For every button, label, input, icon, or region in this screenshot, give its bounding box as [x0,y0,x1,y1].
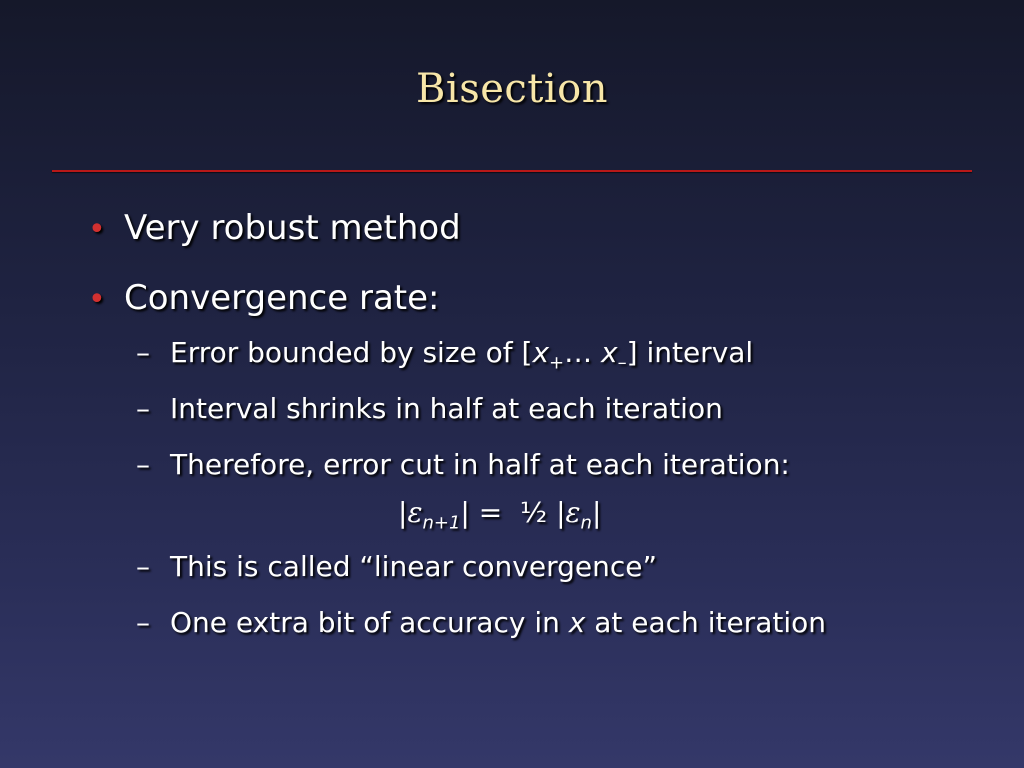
title-divider [52,170,972,172]
bullet-robust [88,208,461,248]
subpoint-post: at each iteration [585,606,826,639]
abs-bar: | [556,496,566,529]
bullet-dot-icon: • [88,282,106,317]
bullet-text: Very robust method [124,208,461,248]
subpoint-text: Therefore, error cut in half at each iteration: [170,448,790,481]
dash-icon: – [136,550,150,583]
dash-icon: – [136,336,150,369]
var-x-minus: x [601,336,618,369]
abs-bar: | [460,496,470,529]
subpoint-post: ] interval [626,336,754,369]
bullet-convergence [88,278,440,318]
subpoint-interval-shrinks [136,392,723,425]
abs-bar: | [398,496,408,529]
epsilon-symbol: ε [565,496,581,529]
subpoint-text: This is called “linear convergence” [170,550,657,583]
equals-half: = ½ [469,496,557,529]
slide-title: Bisection [416,66,608,112]
abs-bar: | [591,496,602,529]
sub-n: n [580,512,592,534]
bullet-text: Convergence rate: [124,278,440,318]
epsilon-symbol: ε [407,496,423,529]
sub-minus: – [617,352,627,374]
subpoint-linear-convergence [136,550,657,583]
sub-plus: + [549,352,565,374]
error-equation [398,496,601,534]
subpoint-error-bounded [136,336,753,374]
var-x: x [568,606,586,639]
subpoint-pre: Error bounded by size of [ [170,336,533,369]
dash-icon: – [136,448,150,481]
subpoint-therefore [136,448,790,481]
subpoint-pre: One extra bit of accuracy in [170,606,569,639]
bullet-dot-icon: • [88,212,106,247]
subpoint-extra-bit [136,606,826,639]
var-x-plus: x [532,336,550,369]
dash-icon: – [136,392,150,425]
dash-icon: – [136,606,150,639]
sub-n-plus-1: n+1 [422,512,461,534]
subpoint-mid: … [564,336,602,369]
subpoint-text: Interval shrinks in half at each iteration [170,392,723,425]
